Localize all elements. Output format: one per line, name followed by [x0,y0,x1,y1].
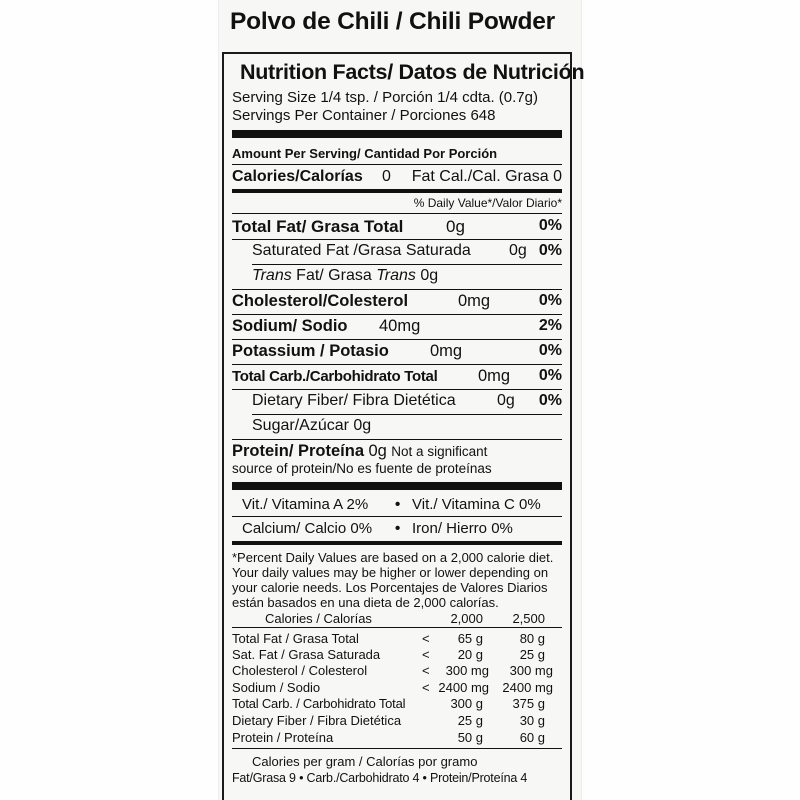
dv-row-2500: 60 g [519,730,545,745]
divider [232,314,562,315]
divider [252,414,562,415]
total-fat-label: Total Fat/ Grasa Total [232,217,404,236]
trans-fat-middle: Fat/ Grasa [296,267,372,284]
vitamin-a: Vit./ Vitamina A 2% [242,496,369,513]
dv-row-label: Cholesterol / Colesterol [232,663,368,678]
total-carb-amount: 0mg [478,367,511,385]
daily-value-header: % Daily Value*/Valor Diario* [413,196,562,210]
dv-row-less-than: < [422,663,430,678]
sugar-amount: 0g [353,417,372,434]
dv-row-label: Sodium / Sodio [232,680,321,695]
cholesterol-label: Cholesterol/Colesterol [232,292,409,310]
trans-fat-row [252,268,438,284]
calories-value: 0 [382,168,391,185]
dv-row-2500: 300 mg [509,663,553,678]
sodium-label: Sodium/ Sodio [232,317,348,335]
divider [232,164,562,165]
potassium-amount: 0mg [430,342,463,360]
footnote-line-2: Your daily values may be higher or lower depending on [232,565,549,580]
total-carb-dv: 0% [538,367,562,384]
dv-row-less-than: < [422,680,430,695]
dv-row-2500: 25 g [519,647,545,662]
protein-note-line2: source of protein/No es fuente de proteínas [232,461,492,476]
background-left [0,0,218,800]
background-right [582,0,800,800]
dv-row-2000: 300 g [450,696,483,711]
dv-row-label: Sat. Fat / Grasa Saturada [232,647,381,662]
fiber-label: Dietary Fiber/ Fibra Dietética [252,392,456,409]
sodium-dv: 2% [538,317,562,334]
footnote-line-4: están basados en una dieta de 2,000 calorías. [232,595,499,610]
iron: Iron/ Hierro 0% [412,520,513,537]
fiber-dv: 0% [538,392,562,409]
total-fat-amount: 0g [446,217,465,236]
servings-per-container: Servings Per Container / Porciones 648 [232,107,496,124]
dv-table-header-2000: 2,000 [450,611,483,626]
vitamin-separator: • [395,496,401,513]
saturated-fat-amount: 0g [509,242,527,259]
divider [232,627,562,628]
trans-fat-italic-a: Trans [252,267,292,284]
divider [232,213,562,214]
dv-row-label: Total Carb. / Carbohidrato Total [232,696,406,711]
divider [232,389,562,390]
product-name: Polvo de Chili / Chili Powder [230,8,555,35]
dv-row-less-than: < [422,647,430,662]
protein-row [232,443,487,460]
calories-per-gram-values: Fat/Grasa 9 • Carb./Carbohidrato 4 • Protein/Proteína 4 [232,771,528,785]
total-carb-label: Total Carb./Carbohidrato Total [232,368,438,385]
sugar-label: Sugar/Azúcar [252,417,349,434]
sodium-amount: 40mg [379,317,421,335]
dv-row-2000: 2400 mg [438,680,489,695]
dv-table-header-label: Calories / Calorías [265,611,372,626]
divider [232,439,562,440]
divider [232,516,562,517]
calcium: Calcium/ Calcio 0% [242,520,373,537]
serving-size: Serving Size 1/4 tsp. / Porción 1/4 cdta. (0.7g) [232,89,538,106]
cholesterol-dv: 0% [538,292,562,309]
divider [232,364,562,365]
calories-per-gram: Calories per gram / Calorías por gramo [252,754,478,769]
divider-medium [232,541,562,545]
divider-medium [232,189,562,193]
dv-row-2500: 375 g [512,696,545,711]
dv-row-2500: 2400 mg [502,680,553,695]
potassium-dv: 0% [538,342,562,359]
dv-table-header-2500: 2,500 [512,611,545,626]
trans-fat-amount: 0g [420,267,439,284]
dv-row-label: Protein / Proteína [232,730,334,745]
fiber-amount: 0g [497,392,515,409]
calories-label: Calories/Calorías [232,168,363,185]
nutrition-facts-title: Nutrition Facts/ Datos de Nutrición [240,60,585,84]
dv-row-2500: 80 g [519,631,545,646]
potassium-label: Potassium / Potasio [232,342,389,360]
protein-note: Not a significant [391,444,488,459]
dv-row-2000: 50 g [457,730,483,745]
footnote-line-3: your calorie needs. Los Porcentajes de Valores Diarios [232,580,548,595]
divider-thick [232,482,562,490]
cholesterol-amount: 0mg [458,292,491,310]
divider [232,339,562,340]
mineral-separator: • [395,520,401,537]
dv-row-2000: 20 g [457,647,483,662]
divider [232,239,562,240]
protein-label: Protein/ Proteína [232,442,365,460]
saturated-fat-dv: 0% [538,242,562,259]
dv-row-2500: 30 g [519,713,545,728]
dv-row-2000: 65 g [457,631,483,646]
sugar-row [252,418,371,434]
amount-per-serving: Amount Per Serving/ Cantidad Por Porción [232,146,498,161]
total-fat-dv: 0% [538,217,562,234]
divider [232,289,562,290]
divider-thick-top [232,130,562,138]
fat-calories: Fat Cal./Cal. Grasa 0 [411,168,562,185]
divider [232,748,562,749]
saturated-fat-label: Saturated Fat /Grasa Saturada [252,242,471,259]
footnote-line-1: *Percent Daily Values are based on a 2,000 calorie diet. [232,550,554,565]
dv-row-less-than: < [422,631,430,646]
vitamin-c: Vit./ Vitamina C 0% [412,496,541,513]
dv-row-2000: 25 g [457,713,483,728]
dv-row-label: Dietary Fiber / Fibra Dietética [232,713,402,728]
dv-row-label: Total Fat / Grasa Total [232,631,359,646]
divider [252,264,562,265]
protein-amount: 0g [368,442,387,460]
trans-fat-italic-b: Trans [376,267,416,284]
dv-row-2000: 300 mg [445,663,489,678]
